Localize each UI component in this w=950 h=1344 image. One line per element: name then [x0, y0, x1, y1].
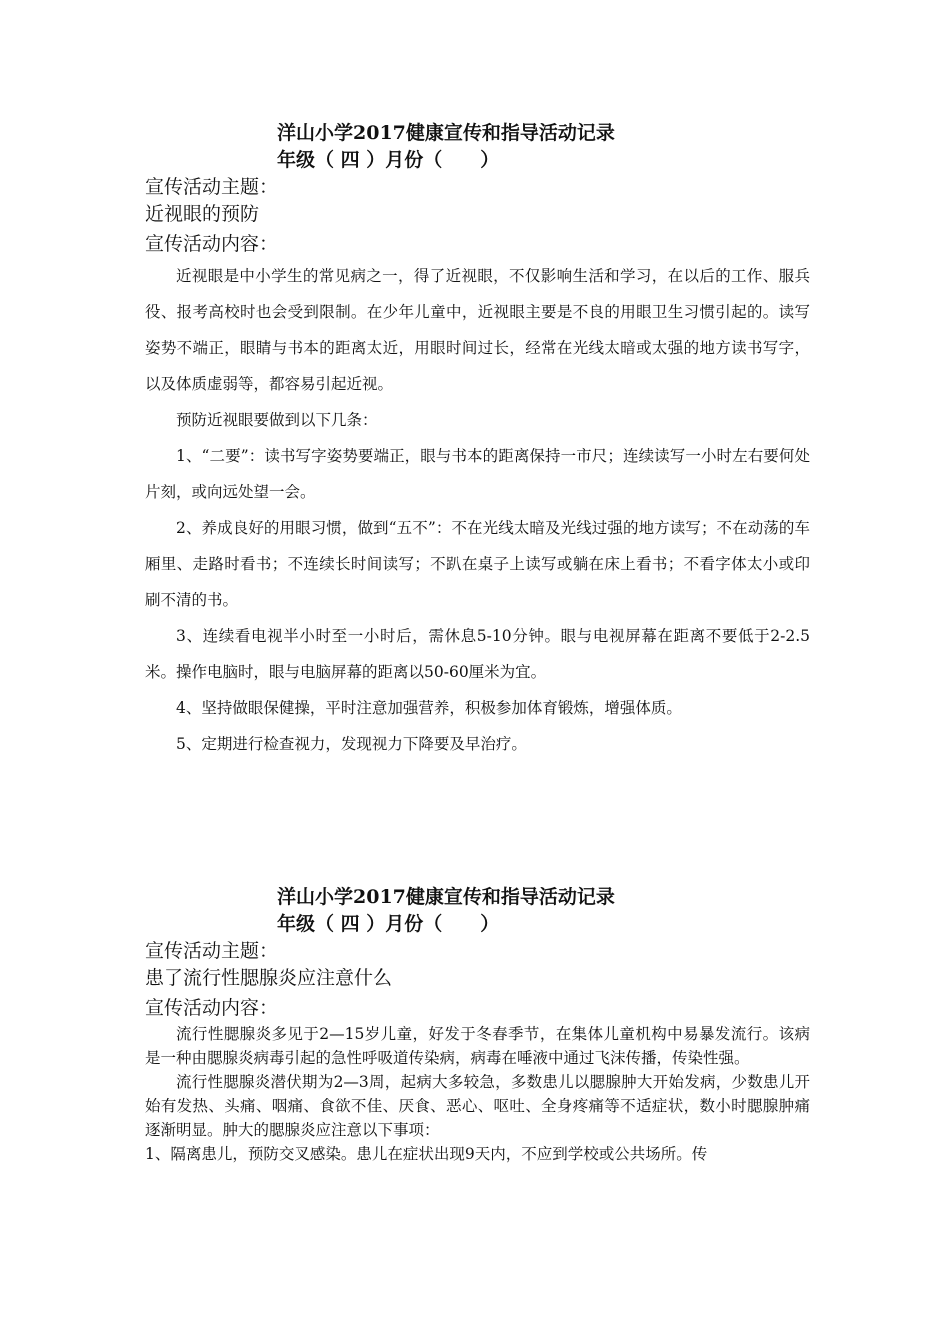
content-paragraph: 4、坚持做眼保健操，平时注意加强营养，积极参加体育锻炼，增强体质。 — [176, 699, 682, 717]
content-paragraph: 流行性腮腺炎多见于2—15岁儿童，好发于冬春季节，在集体儿童机构中易暴发流行。该病是一种由腮腺炎病毒引起的急性呼吸道传染病，病毒在唾液中通过飞沫传播，传染性强。 — [145, 1025, 810, 1067]
content-paragraph: 5、定期进行检查视力，发现视力下降要及早治疗。 — [176, 735, 527, 753]
theme-label: 宣传活动主题： — [145, 940, 279, 962]
record-section-1 — [145, 120, 810, 762]
content-paragraph: 2、养成良好的用眼习惯，做到“五不”：不在光线太暗及光线过强的地方读写；不在动荡的车厢里、走路时看书；不连续长时间读写；不趴在桌子上读写或躺在床上看书；不看字体太小或印刷不清的书。 — [145, 519, 810, 609]
content-paragraph: 1、隔离患儿，预防交叉感染。患儿在症状出现9天内，不应到学校或公共场所。传 — [145, 1145, 708, 1163]
content-paragraph: 近视眼是中小学生的常见病之一，得了近视眼，不仅影响生活和学习，在以后的工作、服兵役、报考高校时也会受到限制。在少年儿童中，近视眼主要是不良的用眼卫生习惯引起的。读写姿势不端正，眼睛与书本的距离太近，用眼时间过长，经常在光线太暗或太强的地方读书写字，以及体质虚弱等，都容易引起近视。 — [145, 267, 810, 393]
theme-label: 宣传活动主题： — [145, 176, 279, 198]
grade-month-line: 年级（ 四 ）月份（ ） — [277, 149, 500, 171]
theme-text: 患了流行性腮腺炎应注意什么 — [145, 967, 393, 989]
record-title: 洋山小学2017健康宣传和指导活动记录 — [277, 886, 615, 908]
content-paragraph: 预防近视眼要做到以下几条： — [176, 411, 378, 429]
content-label: 宣传活动内容： — [145, 997, 279, 1019]
content-paragraph: 流行性腮腺炎潜伏期为2—3周，起病大多较急，多数患儿以腮腺肿大开始发病，少数患儿开始有发热、头痛、咽痛、食欲不佳、厌食、恶心、呕吐、全身疼痛等不适症状，数小时腮腺肿痛逐渐明显。肿大的腮腺炎应注意以下事项： — [145, 1073, 810, 1139]
grade-month-line: 年级（ 四 ）月份（ ） — [277, 913, 500, 935]
content-label: 宣传活动内容： — [145, 233, 279, 255]
record-title: 洋山小学2017健康宣传和指导活动记录 — [277, 122, 615, 144]
record-section-2 — [145, 884, 810, 1166]
content-paragraph: 1、“二要”：读书写字姿势要端正，眼与书本的距离保持一市尺；连续读写一小时左右要何处片刻，或向远处望一会。 — [145, 447, 810, 501]
theme-text: 近视眼的预防 — [145, 203, 260, 225]
content-paragraph: 3、连续看电视半小时至一小时后，需休息5-10分钟。眼与电视屏幕在距离不要低于2-2.5米。操作电脑时，眼与电脑屏幕的距离以50-60厘米为宜。 — [145, 627, 810, 681]
